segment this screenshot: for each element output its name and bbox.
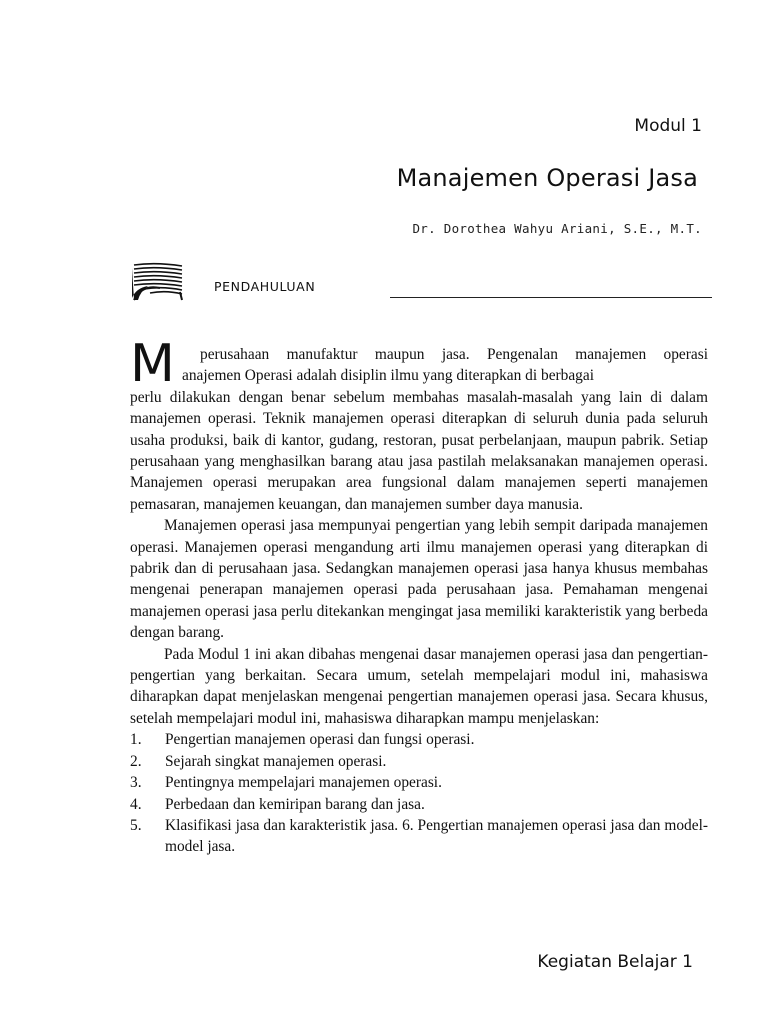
section-heading: PENDAHULUAN <box>214 279 316 294</box>
list-item <box>130 772 708 793</box>
list-item <box>130 729 708 750</box>
list-item-number: 3. <box>130 774 142 792</box>
footer-label: Kegiatan Belajar 1 <box>537 952 693 972</box>
section-divider <box>390 297 712 298</box>
module-title: Manajemen Operasi Jasa <box>396 164 698 192</box>
list-item-text: Pentingnya mempelajari manajemen operasi. <box>165 774 442 792</box>
list-item-number: 2. <box>130 752 142 770</box>
list-item-number: 4. <box>130 795 142 813</box>
list-item-text: Sejarah singkat manajemen operasi. <box>165 752 387 770</box>
intro-line-2: anajemen Operasi adalah disiplin ilmu yang diterapkan di berbagai <box>182 367 594 385</box>
drop-cap: M <box>130 334 175 394</box>
list-item <box>130 751 708 772</box>
list-item-number: 1. <box>130 731 142 749</box>
open-book-icon <box>130 262 184 302</box>
list-item <box>130 815 708 858</box>
body-text <box>130 334 708 858</box>
list-item <box>130 794 708 815</box>
intro-line-1: perusahaan manufaktur maupun jasa. Pengenalan manajemen operasi <box>200 346 708 363</box>
list-item-text: Pengertian manajemen operasi dan fungsi operasi. <box>165 731 475 749</box>
module-number-label: Modul 1 <box>634 116 702 136</box>
intro-opening <box>130 334 708 394</box>
list-item-number: 5. <box>130 816 142 834</box>
author-name: Dr. Dorothea Wahyu Ariani, S.E., M.T. <box>412 221 702 236</box>
list-item-text: Perbedaan dan kemiripan barang dan jasa. <box>165 795 425 813</box>
paragraph-objectives: Pada Modul 1 ini akan dibahas mengenai dasar manajemen operasi jasa dan pengertian-pengertian yang berkaitan. Secara umum, setelah mempelajari modul ini, mahasiswa diharapkan dapat menjelaskan mengenai pengertian manajemen operasi jasa. Secara khusus, setelah mempelajari modul ini, mahasiswa diharapkan mampu menjelaskan: <box>130 645 708 727</box>
paragraph-definition: Manajemen operasi jasa mempunyai pengertian yang lebih sempit daripada manajemen operasi. Manajemen operasi mengandung arti ilmu manajemen operasi yang diterapkan di pabrik dan di perusahaan jasa. Sedangkan manajemen operasi jasa hanya khusus membahas mengenai penerapan manajemen operasi pada perusahaan jasa. Pemahaman mengenai manajemen operasi jasa perlu ditekankan mengingat jasa memiliki karakteristik yang berbeda dengan barang. <box>130 517 708 642</box>
objectives-list <box>130 729 708 857</box>
intro-paragraph: perlu dilakukan dengan benar sebelum membahas masalah-masalah yang lain di dalam manajemen operasi. Teknik manajemen operasi diterapkan di seluruh dunia pada seluruh usaha produksi, baik di kantor, gudang, restoran, pusat perbelanjaan, maupun pabrik. Setiap perusahaan yang menghasilkan barang atau jasa pastilah melaksanakan manajemen operasi. Manajemen operasi merupakan area fungsional dalam manajemen seperti manajemen pemasaran, manajemen keuangan, dan manajemen sumber daya manusia. <box>130 388 708 513</box>
list-item-text: Klasifikasi jasa dan karakteristik jasa. 6. Pengertian manajemen operasi jasa dan model-model jasa. <box>165 816 708 856</box>
